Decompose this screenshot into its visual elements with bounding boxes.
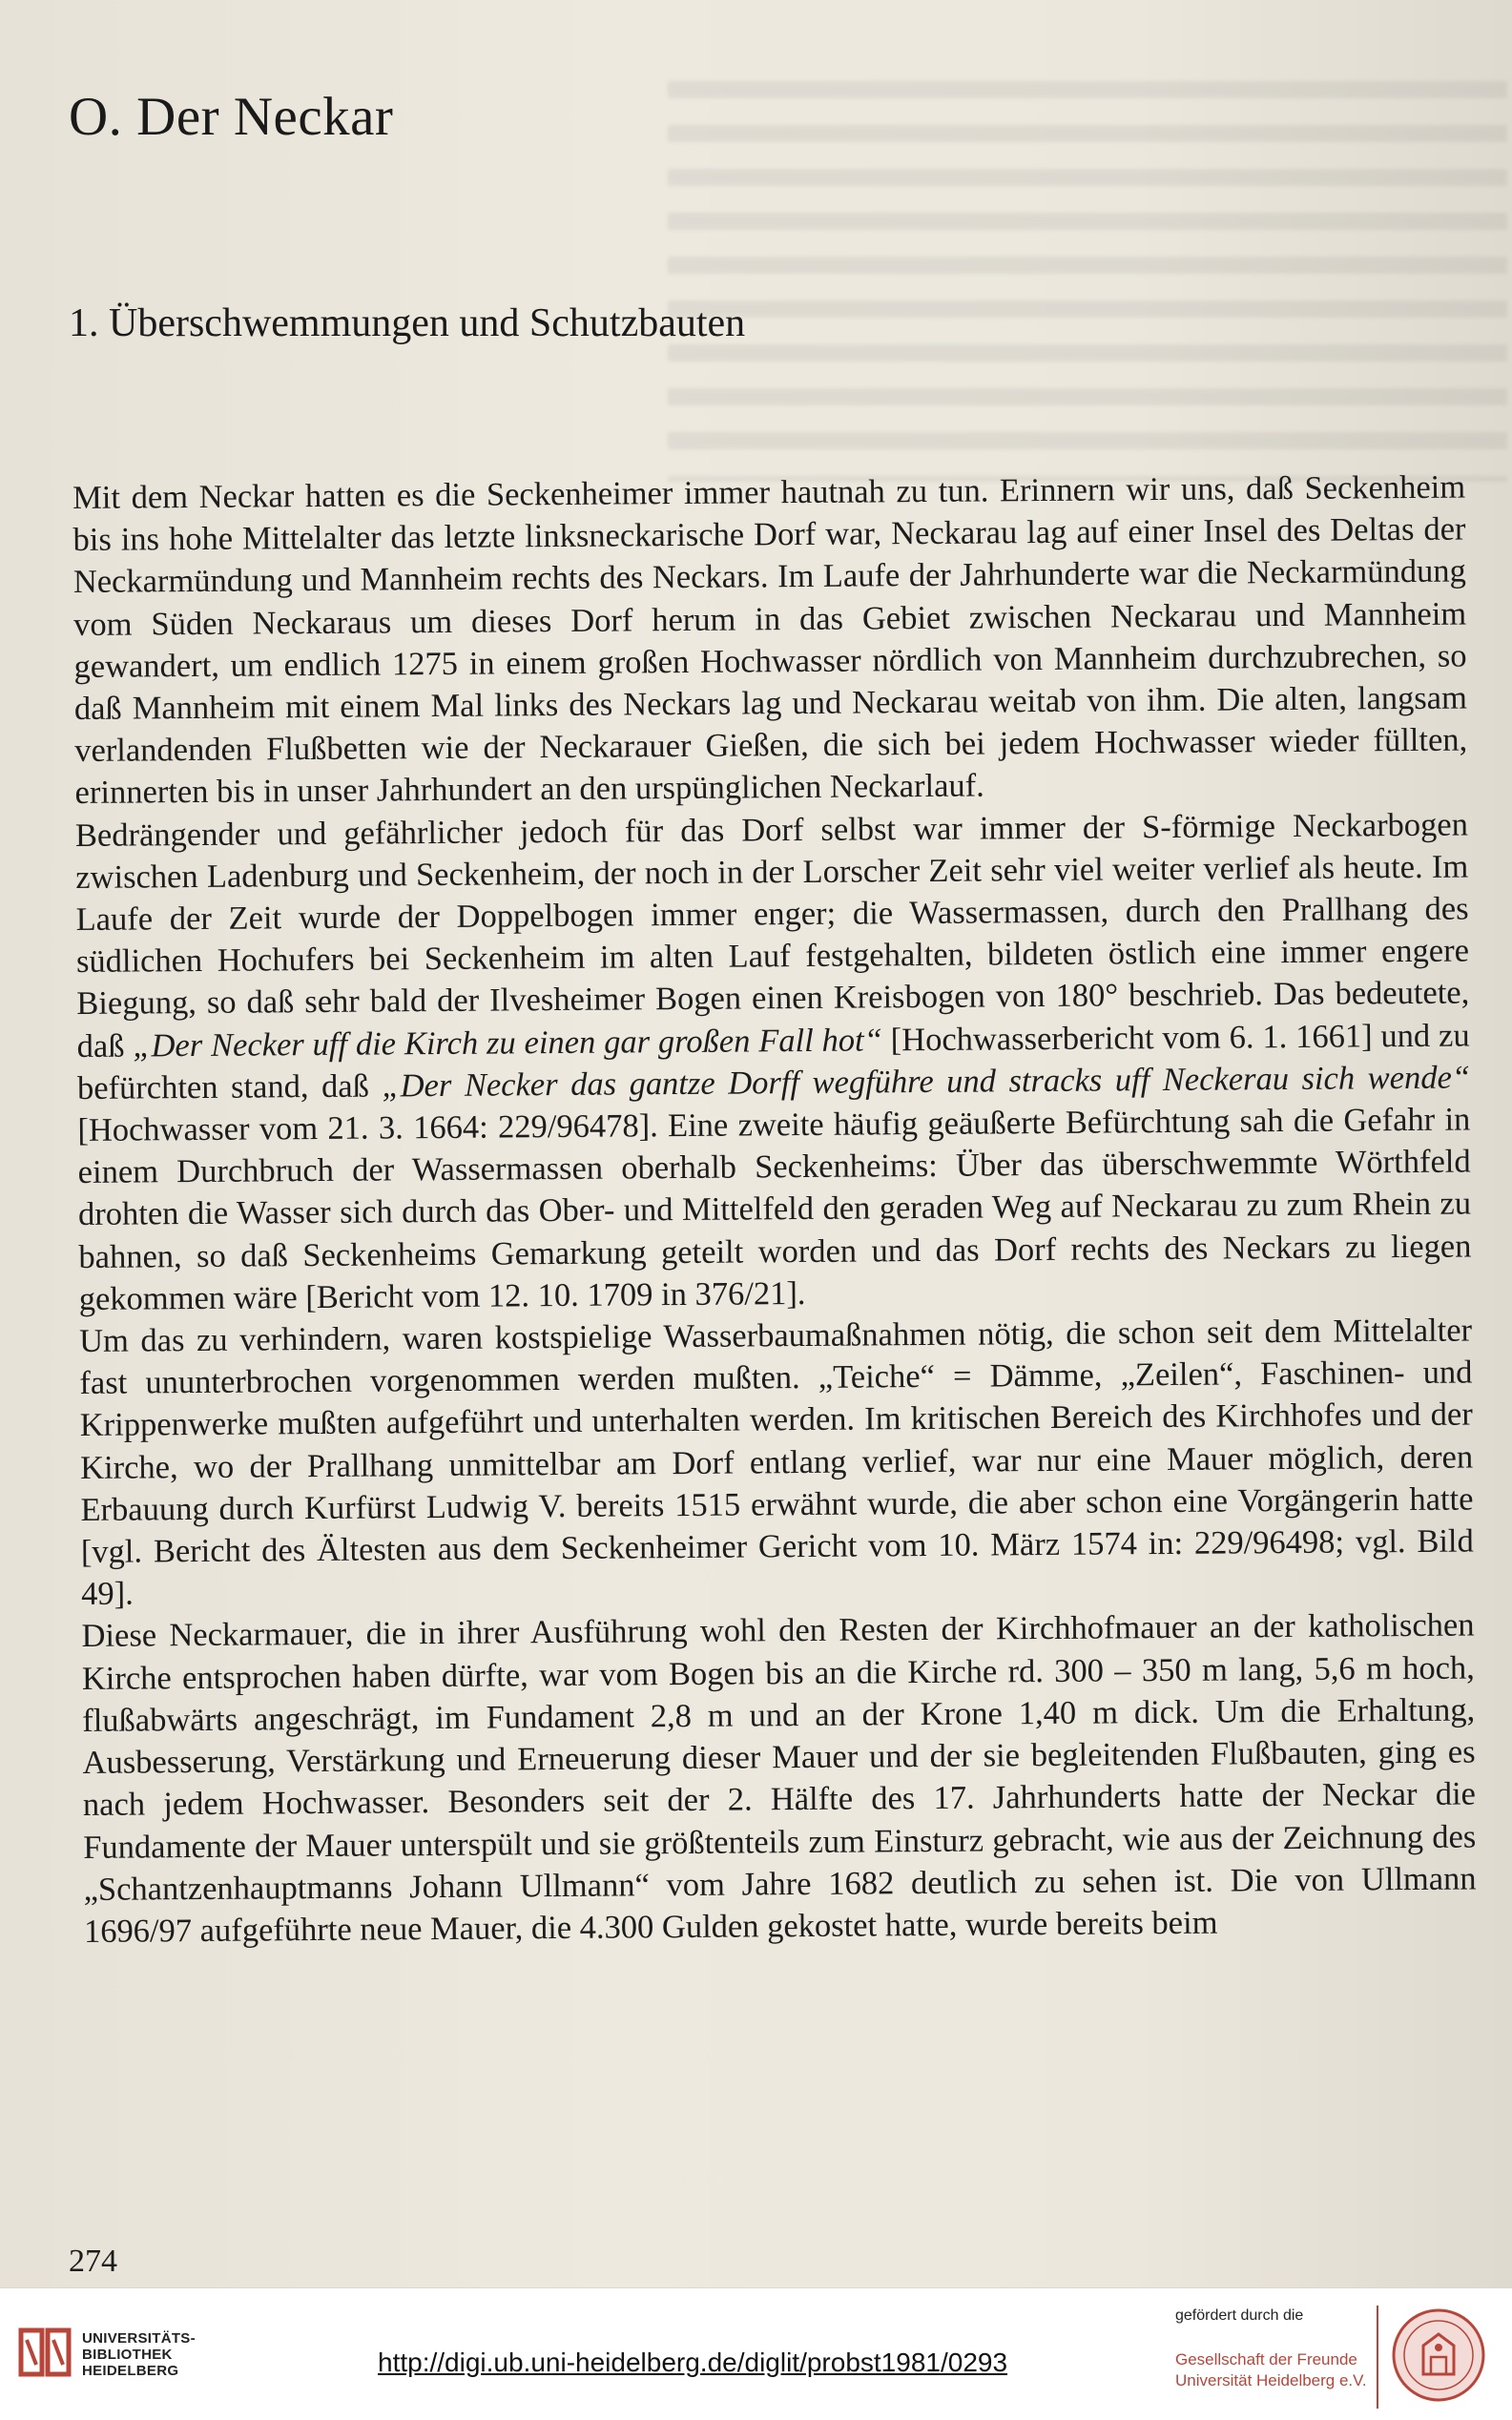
quotation: „Der Necker uff die Kirch zu einen gar großen Fall hot“ xyxy=(133,1021,883,1065)
page-number: 274 xyxy=(69,2244,117,2279)
section-title: 1. Überschwemmungen und Schutzbauten xyxy=(69,301,746,345)
library-line: BIBLIOTHEK xyxy=(82,2347,173,2363)
paragraph: Um das zu verhindern, waren kostspielige Wasserbaumaßnahmen nötig, die schon seit dem Mittelalter fast ununterbrochen vorgenommen werden mußten. „Teiche“ = Dämme, „Zeilen“, Faschinen- und Krippenwerke mußten aufgeführt und unterhalten werden. Im kritischen Bereich des Kirchhofes und der Kirche, wo der Prallhang unmittelbar am Dorf entlang verlief, war nur eine Mauer möglich, deren Erbauung durch Kurfürst Ludwig V. bereits 1515 erwähnt wurde, die aber schon eine Vorgängerin hatte [vgl. Bericht des Ältesten aus dem Seckenheimer Gericht vom 10. März 1574 in: 229/96498; vgl. Bild 49]. xyxy=(78,1312,1474,1613)
sponsor-line: Gesellschaft der Freunde xyxy=(1175,2350,1357,2368)
sponsor-label: gefördert durch die xyxy=(1175,2307,1304,2324)
ub-heidelberg-logo-icon xyxy=(13,2321,76,2384)
text-run: Bedrängender und gefährlicher jedoch für das Dorf selbst war immer der S-förmige Neckarbogen zwischen Ladenburg und Seckenheim, der noch in der Lorscher Zeit sehr viel weiter verlief als heute. Im Laufe der Zeit wurde der Doppelbogen immer enger; die Wassermassen, durch den Prallhang des südlichen Hochufers bei Seckenheim im alten Lauf festgehalten, bildeten östlich eine immer engere Biegung, so daß sehr bald der Ilvesheimer Bogen einen Kreisbogen von 180° beschrieb. Das bedeutete, daß xyxy=(74,806,1470,1065)
body-text xyxy=(72,466,1477,1954)
quotation: „Der Necker das gantze Dorff wegführe und stracks uff Neckerau sich wende“ xyxy=(382,1059,1471,1105)
sponsor-divider xyxy=(1377,2306,1378,2409)
bleed-through-shadow xyxy=(668,81,1507,482)
library-line: UNIVERSITÄTS- xyxy=(82,2330,196,2347)
paragraph: Diese Neckarmauer, die in ihrer Ausführung wohl den Resten der Kirchhofmauer an der katholischen Kirche entsprochen haben dürfte, war vom Bogen bis an die Kirche rd. 300 – 350 m lang, 5,6 m hoch, flußabwärts angeschrägt, im Fundament 2,8 m und an der Krone 1,40 m dick. Um die Erhaltung, Ausbesserung, Verstärkung und Erneuerung dieser Mauer und der sie begleitenden Flußbauten, ging es nach jedem Hochwasser. Besonders seit der 2. Hälfte des 17. Jahrhunderts hatte der Neckar die Fundamente der Mauer unterspült und sie größtenteils zum Einsturz gebracht, wie aus der Zeichnung des „Schantzenhauptmanns Johann Ullmann“ vom Jahre 1682 deutlich zu sehen ist. Die von Ullmann 1696/97 aufgeführte neue Mauer, die 4.300 Gulden gekostet hatte, wurde bereits beim xyxy=(81,1606,1477,1950)
university-seal-icon xyxy=(1391,2307,1486,2403)
paragraph xyxy=(75,803,1472,1320)
paragraph: Mit dem Neckar hatten es die Seckenheimer immer hautnah zu tun. Erinnern wir uns, daß Seckenheim bis ins hohe Mittelalter das letzte linksneckarische Dorf war, Neckarau lag auf einer Insel des Deltas der Neckarmündung und Mannheim rechts des Neckars. Im Laufe der Jahrhunderte war die Neckarmündung vom Süden Neckaraus um dieses Dorf herum in das Gebiet zwischen Neckarau und Mannheim gewandert, um endlich 1275 in einem großen Hochwasser nördlich von Mannheim durchzubrechen, so daß Mannheim mit einem Mal links des Neckars lag und Neckarau weitab von ihm. Die alten, langsam verlandenden Flußbetten wie der Neckarauer Gießen, die sich bei jedem Hochwasser wieder füllten, erinnerten bis in unser Jahrhundert an den urspünglichen Neckarlauf. xyxy=(72,468,1468,812)
library-name xyxy=(82,2330,196,2379)
sponsor-line: Universität Heidelberg e.V. xyxy=(1175,2371,1367,2389)
chapter-title: O. Der Neckar xyxy=(69,87,394,147)
text-run: [Hochwasserbericht vom 6. 1. 1661] und zu befürchten stand, daß xyxy=(76,1017,1470,1107)
text-run: [Hochwasser vom 21. 3. 1664: 229/96478]. Eine zweite häufig geäußerte Befürchtung sah die Gefahr in einem Durchbruch der Wassermassen oberhalb Seckenheims: Über das überschwemmte Wörthfeld drohten die Wasser sich durch das Ober- und Mittelfeld den geraden Weg auf Neckarau zu zum Rhein zu bahnen, so daß Seckenheims Gemarkung geteilt worden und das Dorf rechts des Neckars zu liegen gekommen wäre [Bericht vom 12. 10. 1709 in 376/21]. xyxy=(77,1101,1472,1317)
digitization-footer xyxy=(0,2287,1512,2420)
library-line: HEIDELBERG xyxy=(82,2363,179,2379)
sponsor-name xyxy=(1175,2349,1367,2391)
permalink-url[interactable]: http://digi.ub.uni-heidelberg.de/diglit/probst1981/0293 xyxy=(378,2348,1008,2377)
